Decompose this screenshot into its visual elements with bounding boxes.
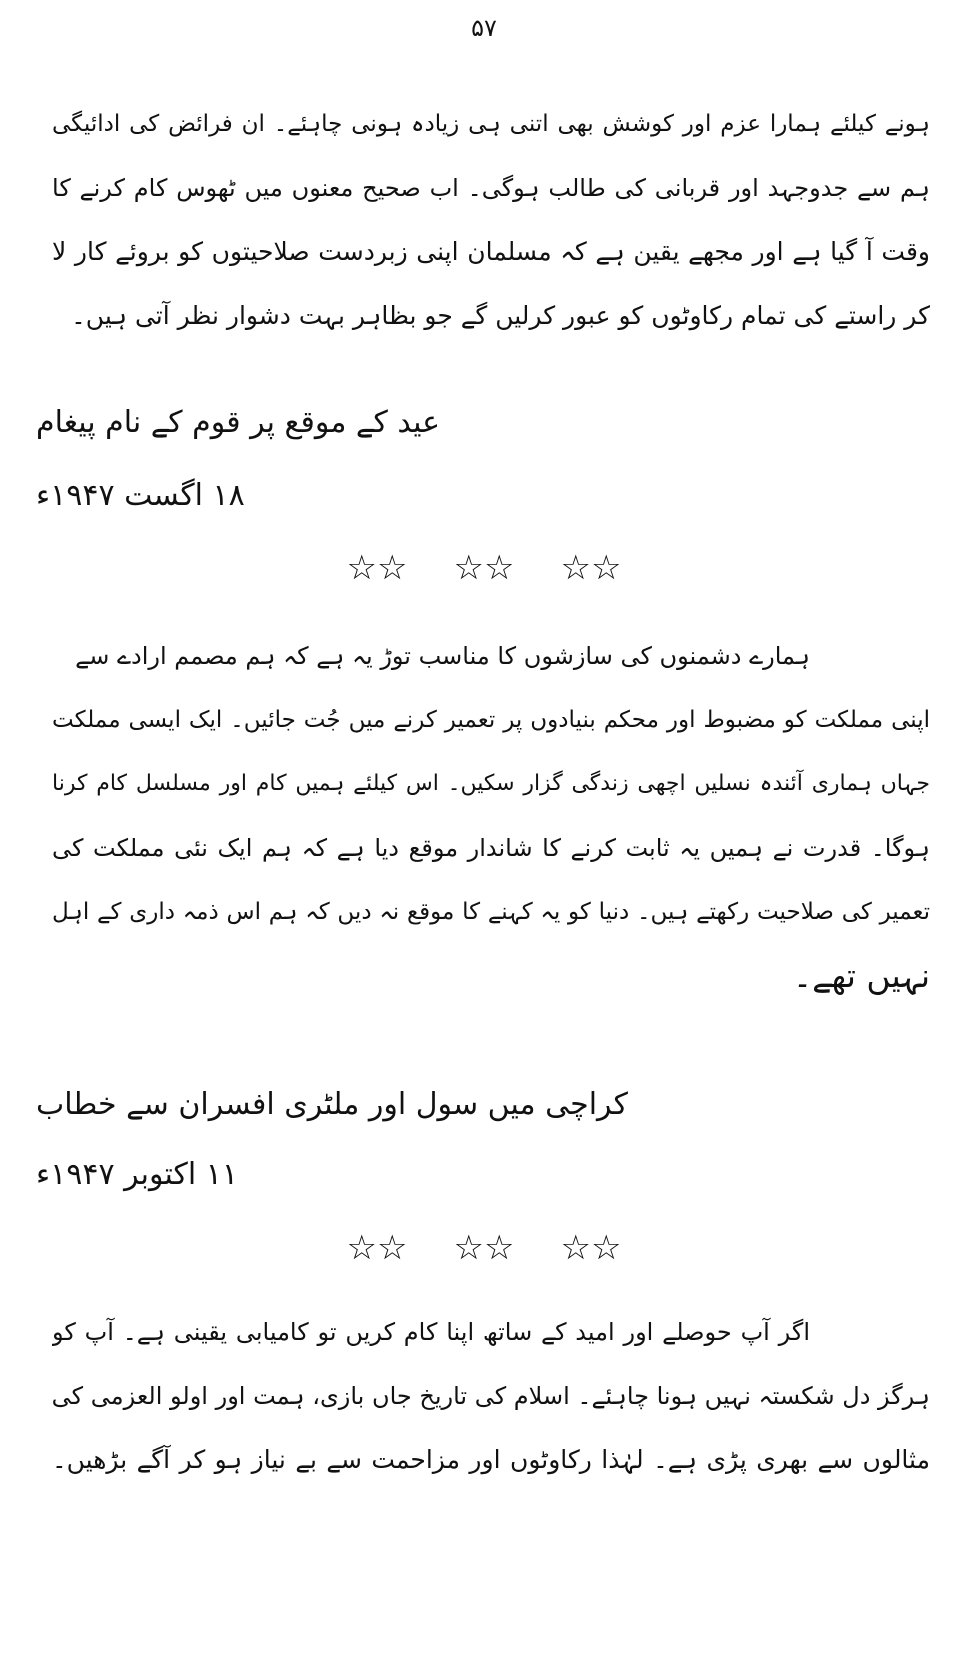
text-line: اگر آپ حوصلے اور امید کے ساتھ اپنا کام کریں تو کامیابی یقینی ہے۔ آپ کو xyxy=(52,1318,810,1346)
text-line: نہیں تھے۔ xyxy=(792,956,930,995)
citation-title-1: عید کے موقع پر قوم کے نام پیغام xyxy=(36,405,441,440)
paragraph-block-2 xyxy=(52,624,930,1008)
paragraph-block-1 xyxy=(52,92,930,348)
star-group: ☆☆ xyxy=(346,1228,408,1268)
citation-title-2: کراچی میں سول اور ملٹری افسران سے خطاب xyxy=(36,1087,628,1122)
text-line: ہمارے دشمنوں کی سازشوں کا مناسب توڑ یہ ہے کہ ہم مصمم ارادے سے xyxy=(75,642,810,670)
star-group: ☆☆ xyxy=(560,1228,622,1268)
citation-date-2: ۱۱ اکتوبر ۱۹۴۷ء xyxy=(36,1157,238,1192)
text-line: ہوگا۔ قدرت نے ہمیں یہ ثابت کرنے کا شاندار موقع دیا ہے کہ ہم ایک نئی مملکت کی xyxy=(52,834,930,862)
text-line: وقت آ گیا ہے اور مجھے یقین ہے کہ مسلمان اپنی زبردست صلاحیتوں کو بروئے کار لا xyxy=(52,237,930,266)
star-group: ☆☆ xyxy=(453,1228,515,1268)
star-group: ☆☆ xyxy=(346,548,408,588)
star-separator-1 xyxy=(0,548,968,588)
text-line: تعمیر کی صلاحیت رکھتے ہیں۔ دنیا کو یہ کہنے کا موقع نہ دیں کہ ہم اس ذمہ داری کے اہل xyxy=(52,899,930,925)
citation-date-1: ۱۸ اگست ۱۹۴۷ء xyxy=(36,478,245,513)
star-separator-2 xyxy=(0,1228,968,1268)
text-line: ہم سے جدوجہد اور قربانی کی طالب ہوگی۔ اب صحیح معنوں میں ٹھوس کام کرنے کا xyxy=(52,174,930,202)
star-group: ☆☆ xyxy=(560,548,622,588)
paragraph-block-3 xyxy=(52,1300,930,1492)
page-number: ۵۷ xyxy=(471,14,497,42)
star-group: ☆☆ xyxy=(453,548,515,588)
text-line: جہاں ہماری آئندہ نسلیں اچھی زندگی گزار سکیں۔ اس کیلئے ہمیں کام اور مسلسل کام کرنا xyxy=(52,771,930,796)
text-line: مثالوں سے بھری پڑی ہے۔ لہٰذا رکاوٹوں اور مزاحمت سے بے نیاز ہو کر آگے بڑھیں۔ xyxy=(52,1445,930,1474)
text-line: ہرگز دل شکستہ نہیں ہونا چاہئے۔ اسلام کی تاریخ جاں بازی، ہمت اور اولو العزمی کی xyxy=(52,1382,930,1410)
text-line: اپنی مملکت کو مضبوط اور محکم بنیادوں پر تعمیر کرنے میں جُت جائیں۔ ایک ایسی مملکت xyxy=(52,707,930,733)
text-line: کر راستے کی تمام رکاوٹوں کو عبور کرلیں گے جو بظاہر بہت دشوار نظر آتی ہیں۔ xyxy=(71,301,930,330)
text-line: ہونے کیلئے ہمارا عزم اور کوشش بھی اتنی ہی زیادہ ہونی چاہئے۔ ان فرائض کی ادائیگی xyxy=(52,111,930,137)
